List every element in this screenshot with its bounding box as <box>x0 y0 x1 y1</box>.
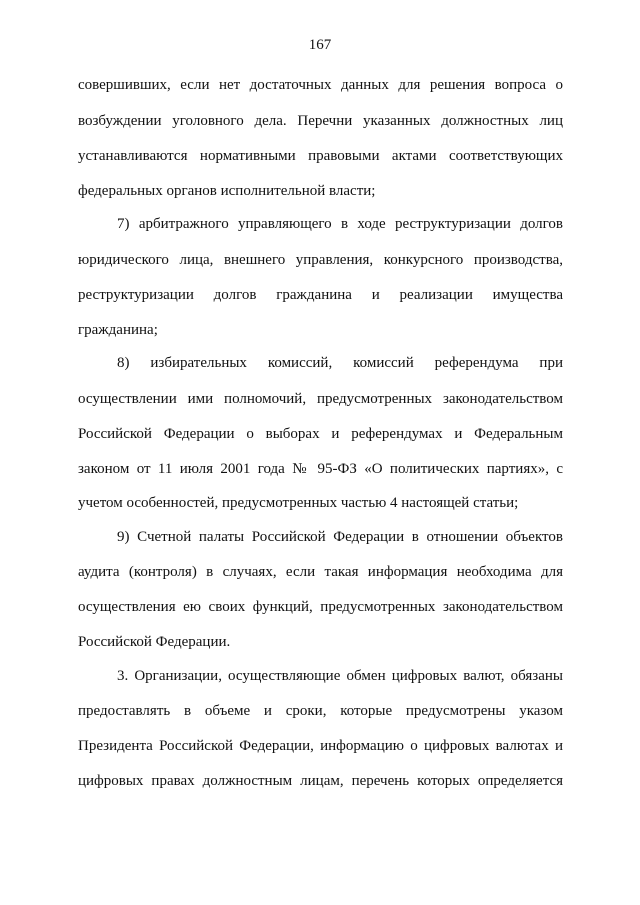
text-line: учетом особенностей, предусмотренных частью 4 настоящей статьи; <box>78 495 519 511</box>
text-line: возбуждении уголовного дела. Перечни указанных должностных лиц <box>78 113 563 129</box>
text-line: Российской Федерации. <box>78 634 231 650</box>
text-line: совершивших, если нет достаточных данных для решения вопроса о <box>78 77 563 93</box>
text-line: 7) арбитражного управляющего в ходе реструктуризации долгов <box>117 216 563 232</box>
text-line: реструктуризации долгов гражданина и реализации имущества <box>78 287 563 303</box>
page-number: 167 <box>308 37 332 53</box>
text-line: аудита (контроля) в случаях, если такая информация необходима для <box>78 564 563 580</box>
text-line: Президента Российской Федерации, информацию о цифровых валютах и <box>78 738 563 754</box>
text-line: Российской Федерации о выборах и референдумах и Федеральным <box>78 426 563 442</box>
text-line: 9) Счетной палаты Российской Федерации в отношении объектов <box>117 529 563 545</box>
text-line: осуществлении ими полномочий, предусмотренных законодательством <box>78 391 563 407</box>
text-line: 8) избирательных комиссий, комиссий референдума при <box>117 355 563 371</box>
text-line: цифровых правах должностным лицам, перечень которых определяется <box>78 773 563 789</box>
text-line: федеральных органов исполнительной власти; <box>78 183 376 199</box>
text-line: устанавливаются нормативными правовыми актами соответствующих <box>78 148 563 164</box>
text-line: законом от 11 июля 2001 года № 95-ФЗ «О политических партиях», с <box>78 461 563 477</box>
text-line: предоставлять в объеме и сроки, которые предусмотрены указом <box>78 703 563 719</box>
text-line: осуществления ею своих функций, предусмотренных законодательством <box>78 599 563 615</box>
text-line: юридического лица, внешнего управления, конкурсного производства, <box>78 252 563 268</box>
text-line: гражданина; <box>78 322 158 338</box>
text-line: 3. Организации, осуществляющие обмен цифровых валют, обязаны <box>117 668 563 684</box>
